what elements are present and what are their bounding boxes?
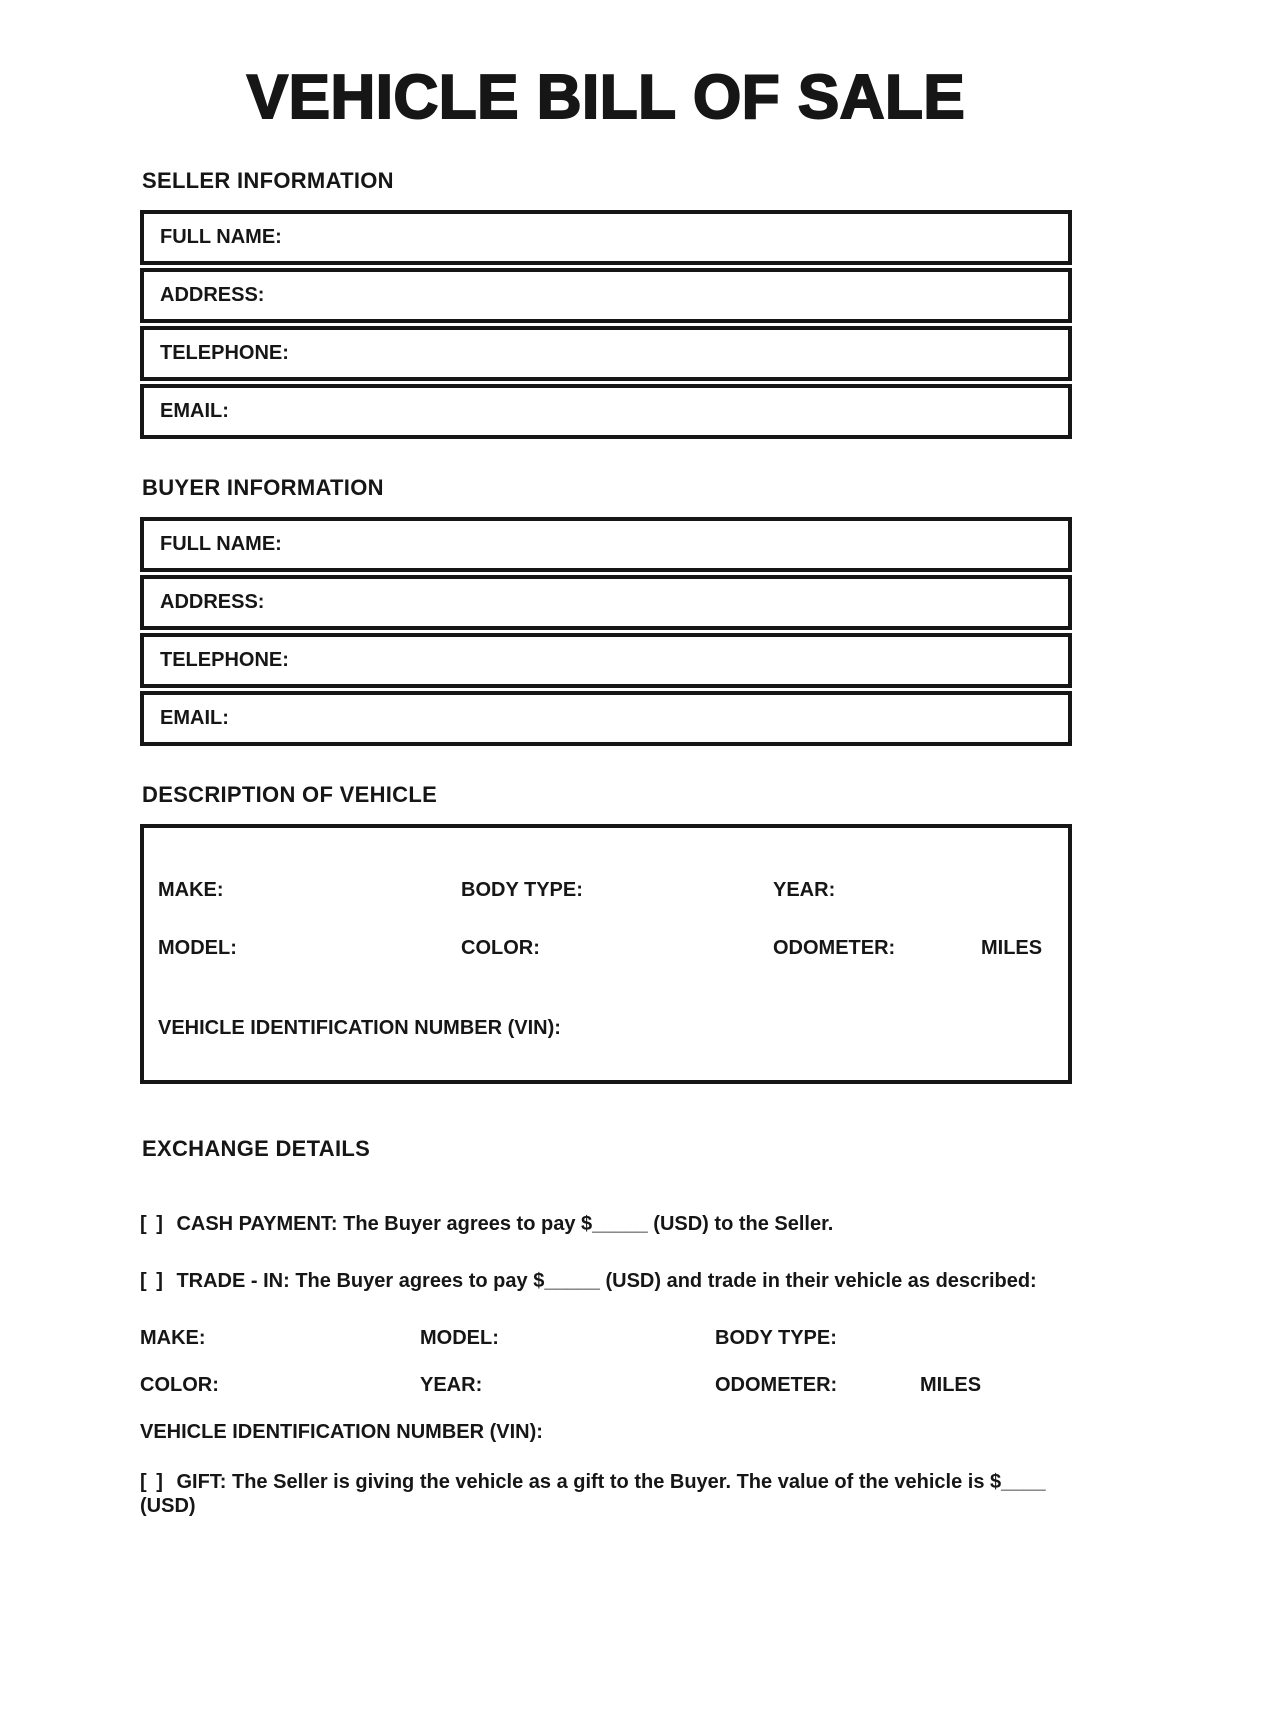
seller-telephone-field[interactable]: [140, 326, 1072, 381]
section-heading-seller: SELLER INFORMATION: [142, 168, 394, 194]
section-heading-vehicle: DESCRIPTION OF VEHICLE: [142, 782, 438, 808]
field-label-make: MAKE:: [158, 879, 224, 902]
section-heading-buyer: BUYER INFORMATION: [142, 475, 384, 501]
field-label-year: YEAR:: [420, 1374, 483, 1397]
vehicle-description-box[interactable]: [140, 824, 1072, 1084]
field-label-email: EMAIL:: [160, 707, 229, 730]
form-page: [140, 64, 1072, 1518]
field-label-year: YEAR:: [773, 879, 836, 902]
field-label-body-type: BODY TYPE:: [461, 879, 583, 902]
field-label-odometer: ODOMETER:: [773, 937, 896, 960]
trade-in-line: [140, 1269, 1072, 1293]
field-label-model: MODEL:: [158, 937, 237, 960]
trade-vehicle-row-1: [140, 1326, 1072, 1350]
trade-vehicle-row-2: [140, 1373, 1072, 1397]
cash-payment-checkbox[interactable]: [ ]: [140, 1213, 165, 1236]
section-heading-exchange: EXCHANGE DETAILS: [142, 1136, 371, 1162]
field-label-color: COLOR:: [140, 1374, 219, 1397]
field-label-full-name: FULL NAME:: [160, 226, 282, 249]
vehicle-row-1: [158, 878, 1054, 902]
field-label-telephone: TELEPHONE:: [160, 649, 289, 672]
field-label-telephone: TELEPHONE:: [160, 342, 289, 365]
field-label-vin: VEHICLE IDENTIFICATION NUMBER (VIN):: [158, 1017, 561, 1040]
field-label-vin: VEHICLE IDENTIFICATION NUMBER (VIN):: [140, 1421, 543, 1444]
field-label-make: MAKE:: [140, 1327, 206, 1350]
seller-email-field[interactable]: [140, 384, 1072, 439]
page-title: VEHICLE BILL OF SALE: [246, 63, 966, 132]
buyer-full-name-field[interactable]: [140, 517, 1072, 572]
cash-payment-text: CASH PAYMENT: The Buyer agrees to pay $_____ (USD) to the Seller.: [176, 1213, 834, 1236]
field-label-color: COLOR:: [461, 937, 540, 960]
trade-in-text: TRADE - IN: The Buyer agrees to pay $_____ (USD) and trade in their vehicle as described:: [176, 1270, 1037, 1293]
gift-line: [140, 1470, 1072, 1518]
field-label-body-type: BODY TYPE:: [715, 1327, 837, 1350]
buyer-info-box: [140, 517, 1072, 746]
field-label-email: EMAIL:: [160, 400, 229, 423]
trade-in-checkbox[interactable]: [ ]: [140, 1270, 165, 1293]
buyer-email-field[interactable]: [140, 691, 1072, 746]
field-label-address: ADDRESS:: [160, 284, 265, 307]
seller-info-box: [140, 210, 1072, 439]
field-label-miles: MILES: [920, 1374, 982, 1397]
field-label-odometer: ODOMETER:: [715, 1374, 838, 1397]
field-label-miles: MILES: [981, 937, 1043, 960]
buyer-telephone-field[interactable]: [140, 633, 1072, 688]
seller-address-field[interactable]: [140, 268, 1072, 323]
vehicle-row-vin: [158, 1016, 1054, 1040]
field-label-full-name: FULL NAME:: [160, 533, 282, 556]
field-label-model: MODEL:: [420, 1327, 499, 1350]
gift-text: GIFT: The Seller is giving the vehicle as a gift to the Buyer. The value of the vehicle is $____ (USD): [140, 1471, 1046, 1518]
cash-payment-line: [140, 1212, 1072, 1236]
seller-full-name-field[interactable]: [140, 210, 1072, 265]
buyer-address-field[interactable]: [140, 575, 1072, 630]
vehicle-row-2: [158, 936, 1054, 960]
field-label-address: ADDRESS:: [160, 591, 265, 614]
trade-vin-line: [140, 1420, 1072, 1444]
gift-checkbox[interactable]: [ ]: [140, 1471, 165, 1494]
